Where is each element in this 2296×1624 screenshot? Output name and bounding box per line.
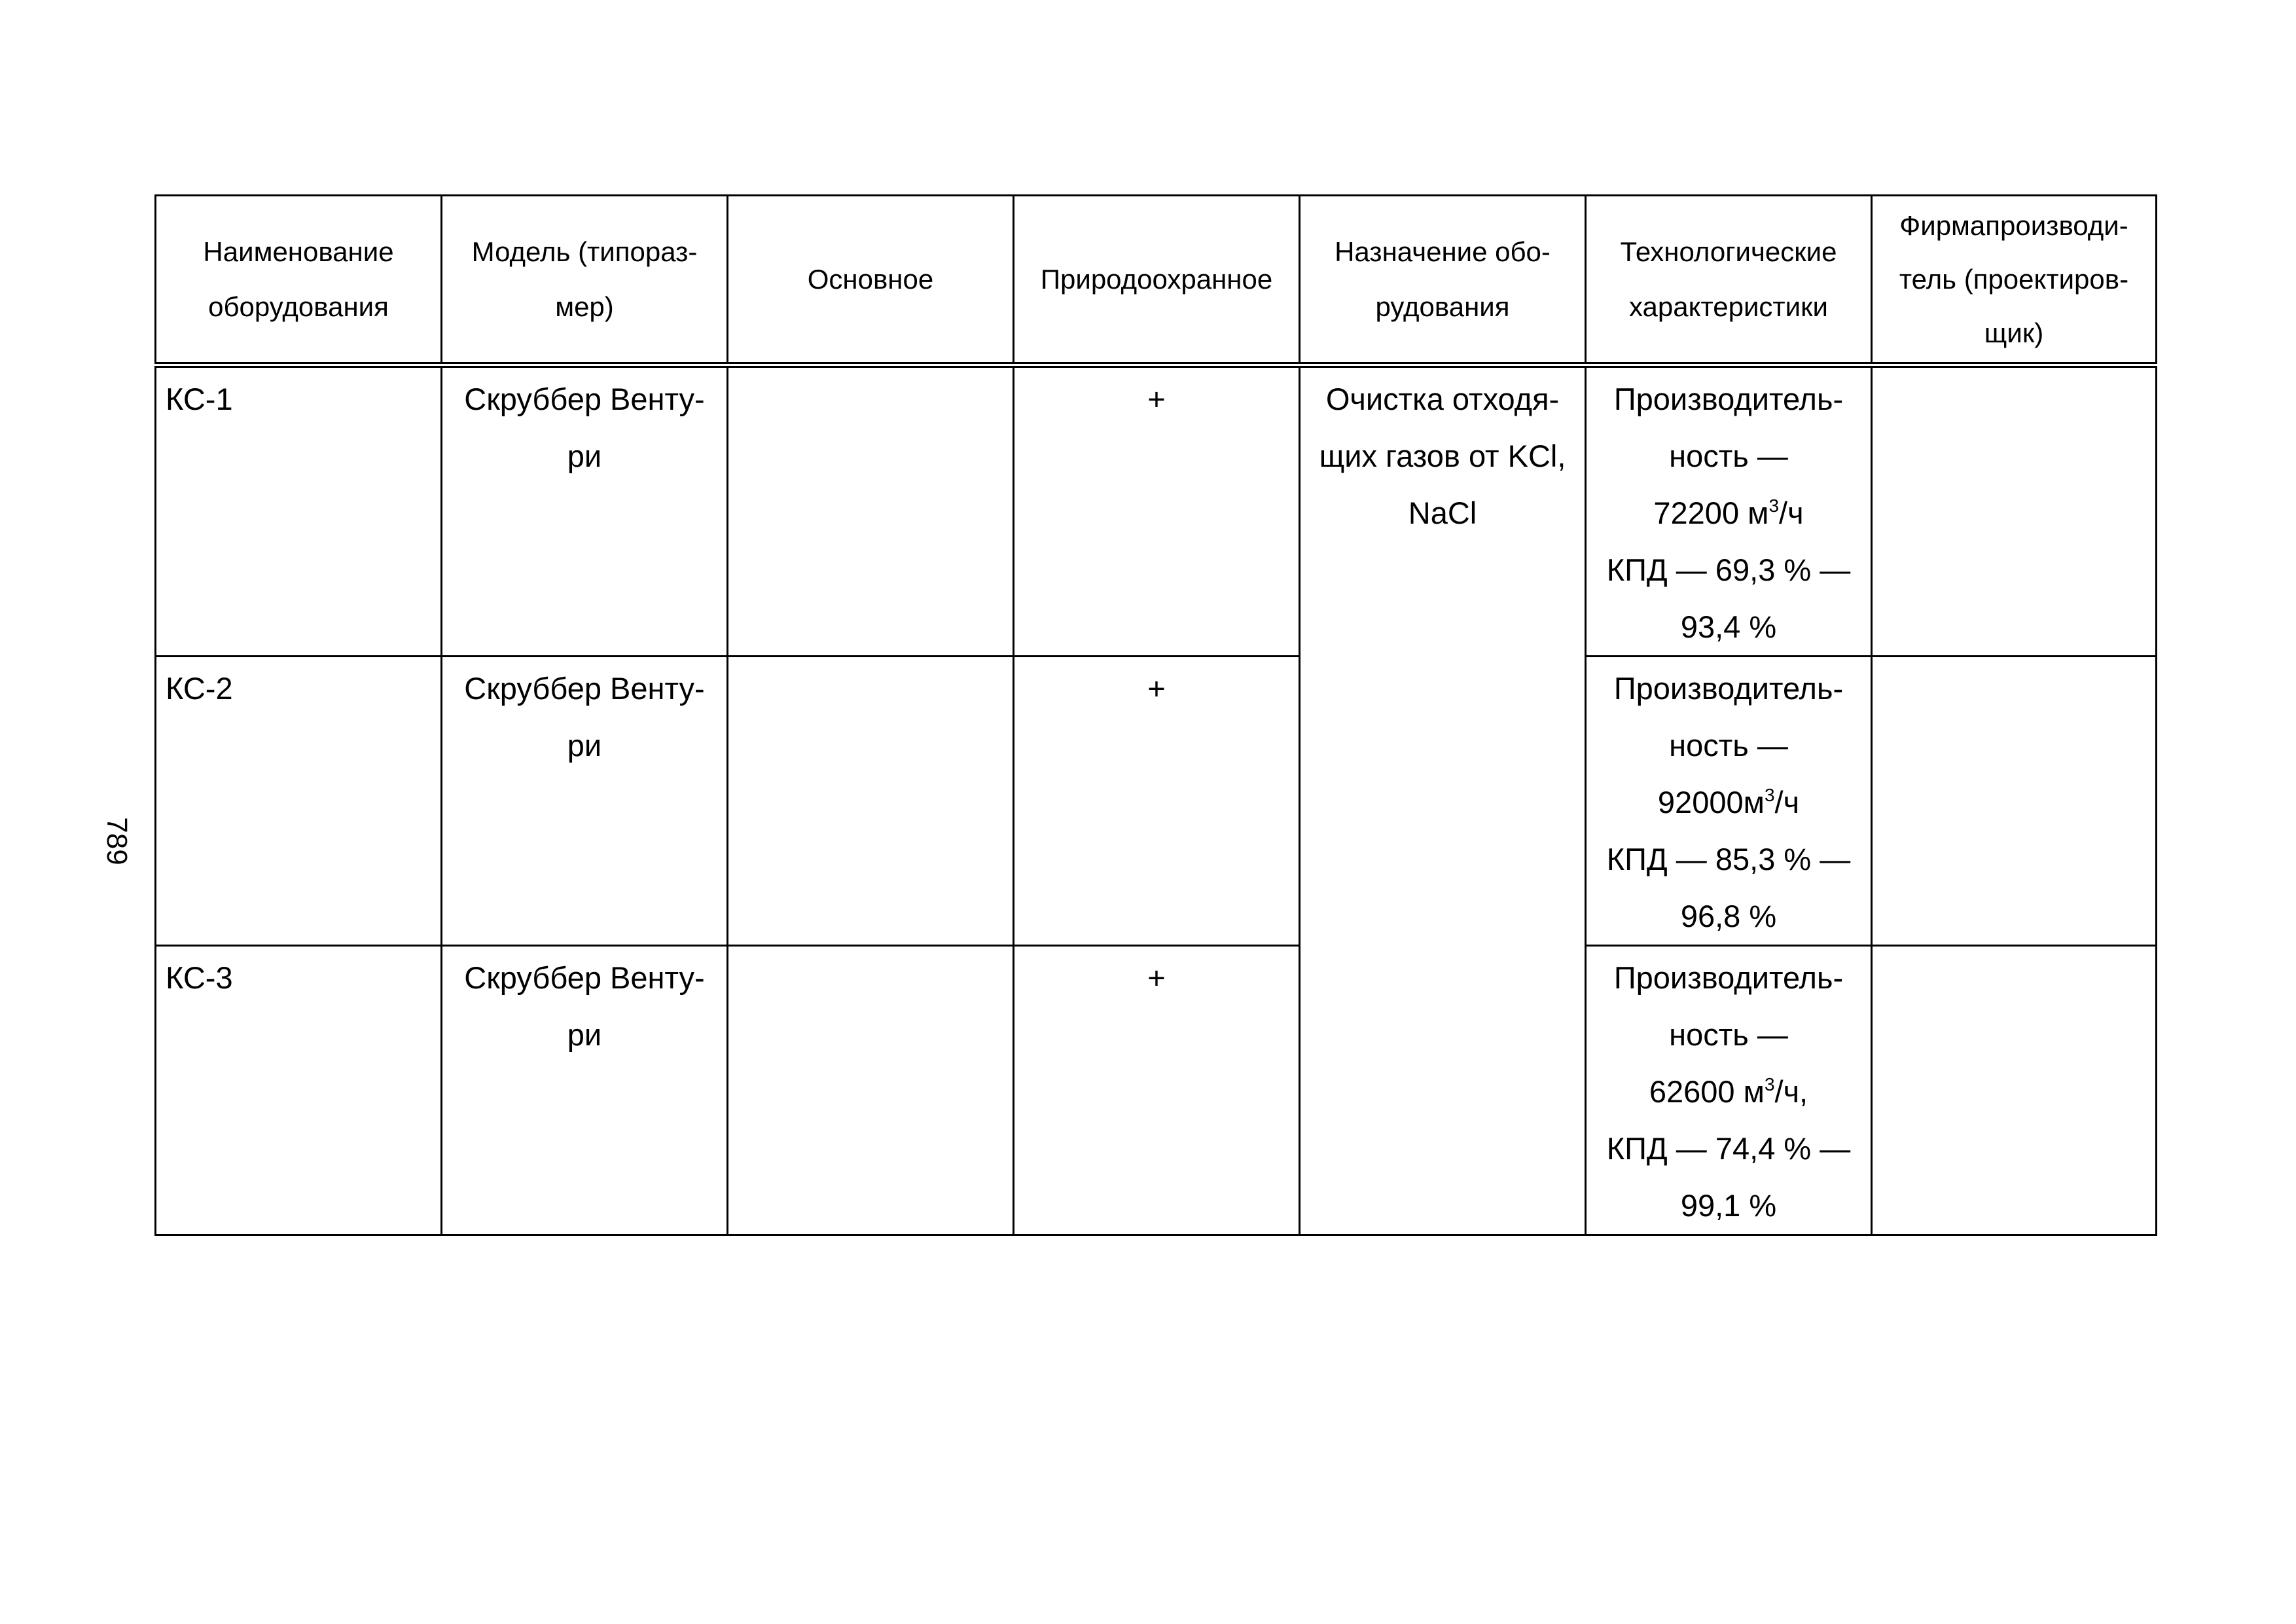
header-equipment-name: Наименование оборудования [156, 196, 442, 365]
header-main: Основное [728, 196, 1014, 365]
environmental-mark: + [1014, 365, 1300, 657]
manufacturer-cell [1872, 365, 2157, 657]
equipment-model: Скруббер Венту- ри [442, 657, 728, 946]
header-model: Модель (типораз- мер) [442, 196, 728, 365]
table-row [156, 657, 2157, 946]
manufacturer-cell [1872, 946, 2157, 1235]
header-purpose: Назначение обо- рудования [1300, 196, 1586, 365]
equipment-id: КС-2 [156, 657, 442, 946]
table-row [156, 365, 2157, 657]
equipment-purpose: Очистка отходя- щих газов от KCl, NaCl [1300, 365, 1586, 1235]
header-row [156, 196, 2157, 365]
technical-characteristics: Производитель- ность — 72200 $м^3/ч$ КПД — 69,3 % — 93,4 % [1586, 365, 1872, 657]
table-row [156, 946, 2157, 1235]
technical-characteristics: Производитель- ность — 62600 $м^3/ч$, КПД — 74,4 % — 99,1 % [1586, 946, 1872, 1235]
main-cell [728, 946, 1014, 1235]
main-cell [728, 657, 1014, 946]
technical-characteristics: Производитель- ность — $92000м^3/ч$ КПД — 85,3 % — 96,8 % [1586, 657, 1872, 946]
header-environmental: Природоохранное [1014, 196, 1300, 365]
page-number: 789 [101, 817, 133, 865]
equipment-table [154, 194, 2157, 1236]
environmental-mark: + [1014, 946, 1300, 1235]
equipment-model: Скруббер Венту- ри [442, 946, 728, 1235]
header-technical-characteristics: Технологические характеристики [1586, 196, 1872, 365]
equipment-model: Скруббер Венту- ри [442, 365, 728, 657]
manufacturer-cell [1872, 657, 2157, 946]
equipment-id: КС-3 [156, 946, 442, 1235]
equipment-id: КС-1 [156, 365, 442, 657]
environmental-mark: + [1014, 657, 1300, 946]
main-cell [728, 365, 1014, 657]
header-manufacturer: Фирмапроизводи- тель (проектиров- щик) [1872, 196, 2157, 365]
